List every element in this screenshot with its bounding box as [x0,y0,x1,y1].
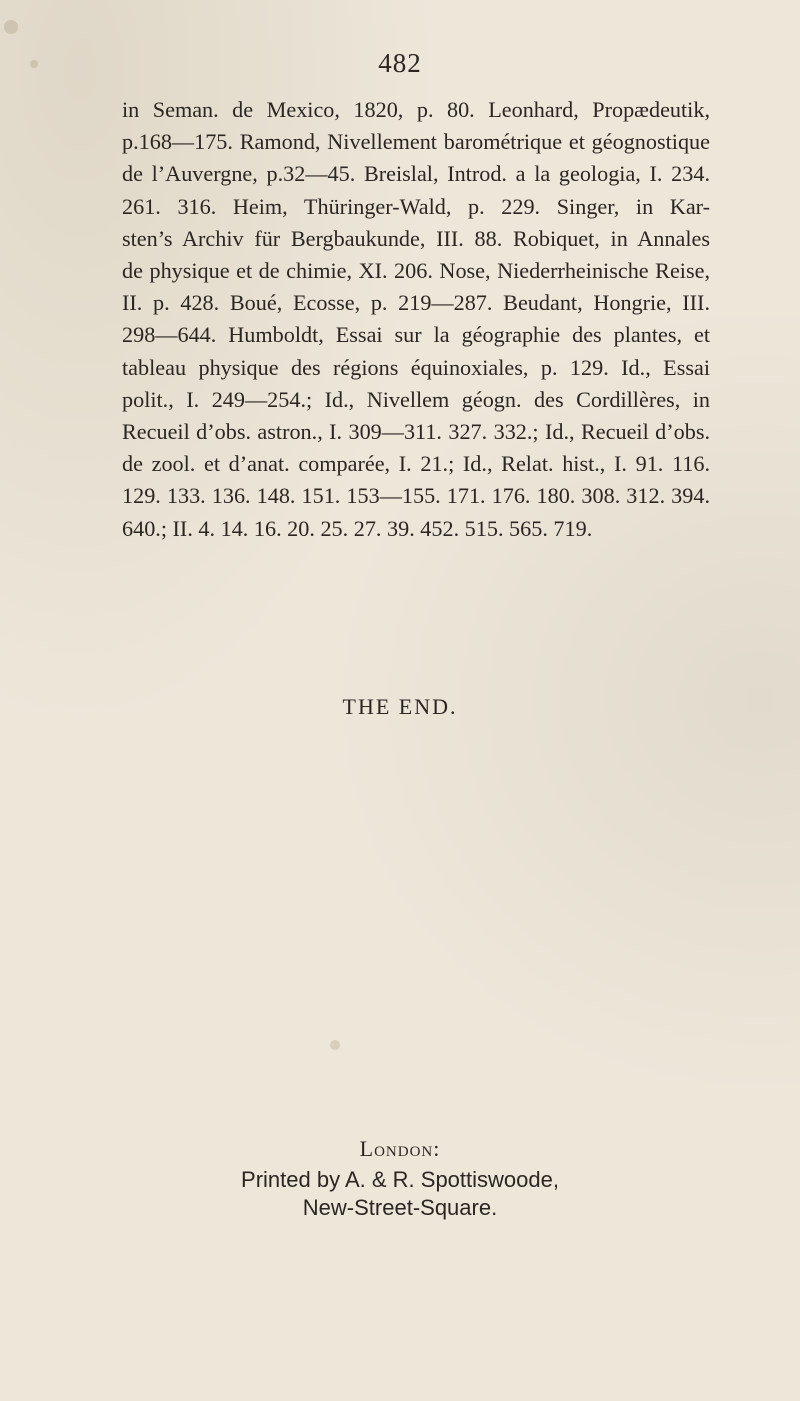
paper-stain [4,20,18,34]
text-line: tableau physique des régions équinoxiales, p. 129. Id., Essai [122,354,710,380]
text-line: 261. 316. Heim, Thüringer-Wald, p. 229. Singer, in Kar- [122,193,710,219]
text-line: 640.; II. 4. 14. 16. 20. 25. 27. 39. 452. 515. 565. 719. [122,515,593,541]
text-line: sten’s Archiv für Bergbaukunde, III. 88. Robiquet, in Annales [122,225,710,251]
text-line: 129. 133. 136. 148. 151. 153—155. 171. 176. 180. 308. 312. 394. [122,483,710,509]
text-line: Recueil d’obs. astron., I. 309—311. 327. 332.; Id., Recueil d’obs. [122,419,710,445]
text-line: 298—644. Humboldt, Essai sur la géographie des plantes, et [122,322,710,348]
imprint-city: London: [359,1136,441,1161]
text-line: de physique et de chimie, XI. 206. Nose, Niederrheinische Reise, [122,258,710,284]
text-line: p.168—175. Ramond, Nivellement barométrique et géognostique [122,129,710,155]
paper-stain [330,1040,340,1050]
page-number: 482 [378,48,422,78]
printer-imprint [0,1136,800,1222]
text-line: in Seman. de Mexico, 1820, p. 80. Leonhard, Propædeutik, [122,97,710,122]
the-end-heading: THE END. [342,694,458,719]
imprint-address: New-Street-Square. [302,1195,498,1220]
text-line: de zool. et d’anat. comparée, I. 21.; Id., Relat. hist., I. 91. 116. [122,451,710,477]
text-line: polit., I. 249—254.; Id., Nivellem géogn. des Cordillères, in [122,386,710,412]
imprint-printer: Printed by A. & R. Spottiswoode, [241,1167,559,1192]
bibliography-paragraph [122,94,710,545]
text-line: II. p. 428. Boué, Ecosse, p. 219—287. Beudant, Hongrie, III. [122,290,710,316]
text-line: de l’Auvergne, p.32—45. Breislal, Introd. a la geologia, I. 234. [122,161,710,187]
